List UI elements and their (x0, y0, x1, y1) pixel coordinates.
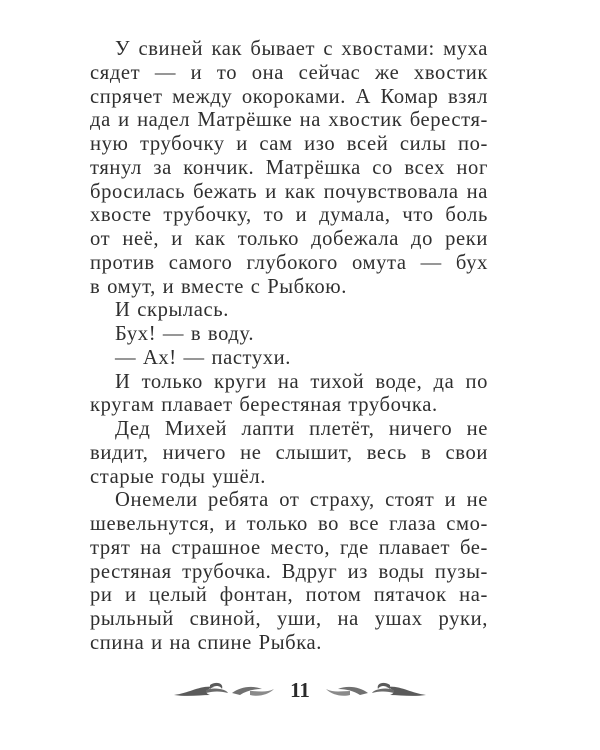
text-line: ри и целый фонтан, потом пятачок на- (90, 584, 488, 607)
text-line: Дед Михей лапти плетёт, ничего не (115, 418, 488, 440)
text-line: Бух! — в воду. (115, 323, 255, 345)
text-line: ную трубочку и сам изо всей силы по- (90, 133, 488, 155)
text-line: И скрылась. (115, 299, 229, 322)
paragraph (90, 347, 488, 371)
page-number: 11 (290, 677, 310, 702)
flourish-ornament-left-icon (170, 679, 280, 701)
text-line: трят на страшное место, где плавает бе- (90, 536, 488, 559)
text-line: против самого глубокого омута — бух (90, 251, 488, 274)
page-footer (0, 675, 600, 705)
paragraph (90, 418, 488, 489)
text-line: хвосте трубочку, то и думала, что боль (90, 204, 488, 227)
text-line: И только круги на тихой воде, да по (115, 370, 488, 393)
text-line: от неё, и как только добежала до реки (90, 228, 488, 250)
text-line: рестяная трубочка. Вдруг из воды пузы- (90, 560, 488, 583)
paragraph (90, 299, 488, 323)
text-line: — Ах! — пастухи. (115, 346, 292, 369)
text-line: кругам плавает берестяная трубочка. (90, 394, 438, 417)
paragraph (90, 371, 488, 419)
page-body-text (90, 38, 488, 656)
paragraph (90, 489, 488, 655)
text-line: тянул за кончик. Матрёшка со всех ног (90, 156, 488, 179)
text-line: да и надел Матрёшке на хвостик берестя- (90, 109, 488, 132)
text-line: спина и на спине Рыбка. (90, 631, 323, 654)
text-line: сядет — и то она сейчас же хвостик (90, 61, 488, 84)
text-line: в омут, и вместе с Рыбкою. (90, 275, 347, 298)
text-line: спрячет между окороками. А Комар взял (90, 85, 488, 108)
text-line: шевельнутся, и только во все глаза смо- (90, 513, 488, 535)
text-line: старые годы ушёл. (90, 465, 266, 488)
text-line: рыльный свиной, уши, на ушах руки, (90, 608, 488, 630)
text-line: Онемели ребята от страху, стоят и не (115, 489, 488, 512)
text-line: У свиней как бывает с хвостами: муха (115, 38, 488, 60)
text-line: видит, ничего не слышит, весь в свои (90, 441, 488, 464)
text-line: бросилась бежать и как почувствовала на (90, 180, 488, 203)
paragraph (90, 323, 488, 347)
paragraph (90, 38, 488, 299)
flourish-ornament-right-icon (320, 679, 430, 701)
